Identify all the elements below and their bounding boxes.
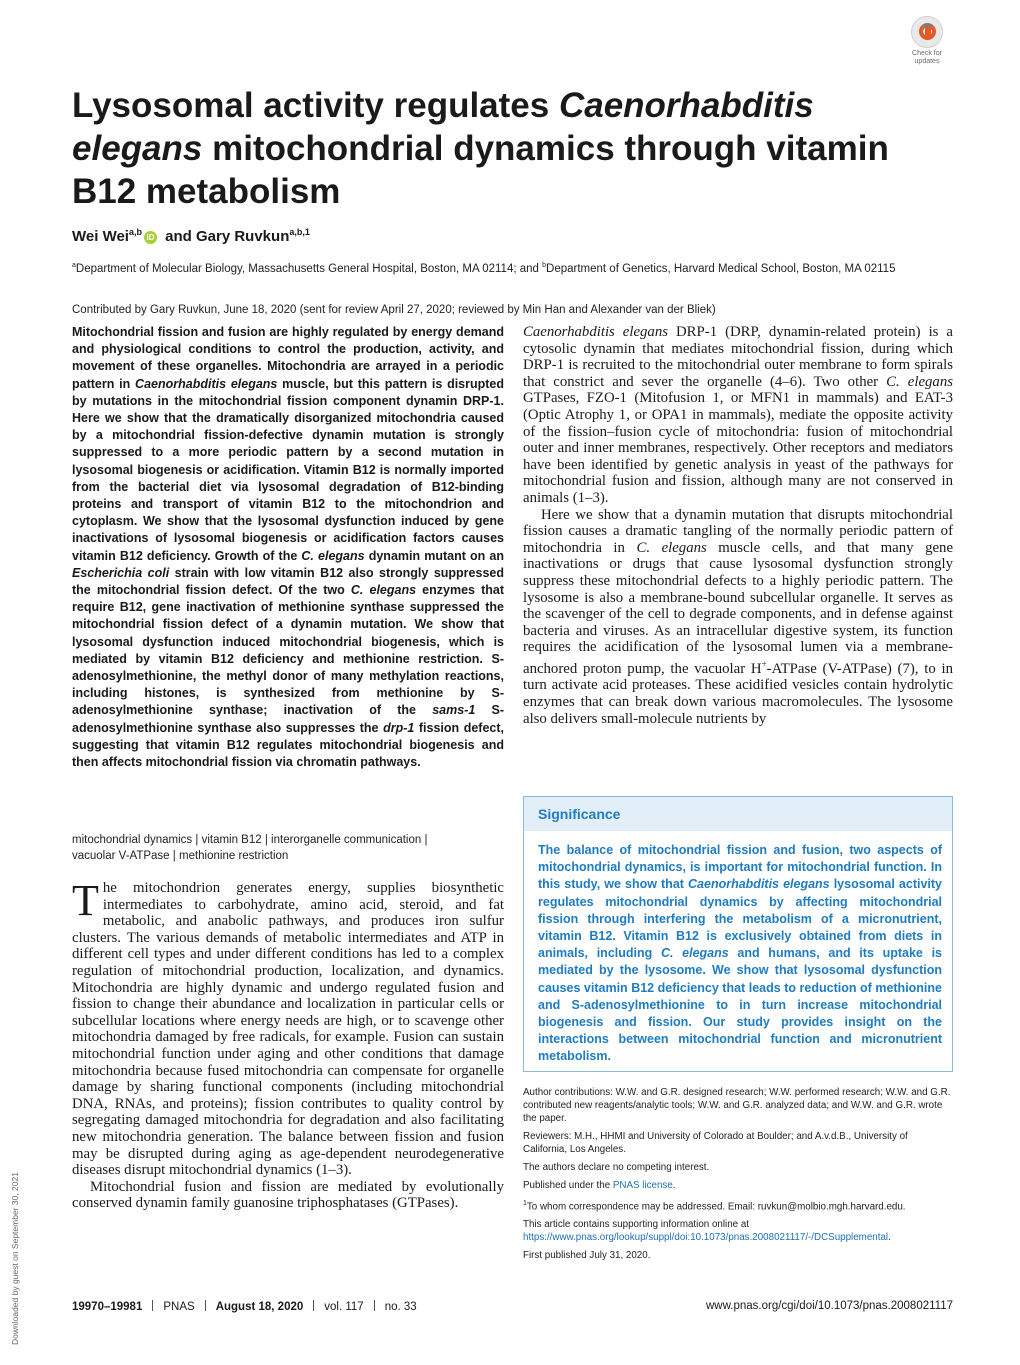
keywords: mitochondrial dynamics | vitamin B12 | interorganelle communication | vacuolar V-ATPase | methionine restriction bbox=[72, 834, 428, 862]
footer-separator bbox=[205, 1300, 206, 1311]
body-text-left bbox=[72, 876, 504, 1212]
abstract-italic: C. elegans bbox=[301, 548, 365, 563]
body-italic: C. elegans bbox=[886, 373, 953, 390]
correspondence-text: To whom correspondence may be addressed. Email: ruvkun@molbio.mgh.harvard.edu. bbox=[526, 1201, 906, 1213]
footer-separator bbox=[152, 1300, 153, 1311]
significance-sentence: The balance of mitochondrial fission and fusion, two aspects of mitochondrial dynamics, is important for mitochondrial function. In this study, we show that bbox=[538, 843, 942, 892]
affiliations bbox=[72, 258, 952, 277]
download-side-note: Downloaded by guest on September 30, 2021 bbox=[10, 1172, 20, 1345]
title-part-1: Lysosomal activity regulates bbox=[72, 86, 559, 125]
check-for-updates-icon bbox=[911, 16, 943, 48]
author-contributions: Author contributions: W.W. and G.R. designed research; W.W. performed research; W.W. and G.R. contributed new reagents/analytic tools; W.W. and G.R. analyzed data; and W.W. and G.R. wrote the paper. bbox=[523, 1087, 951, 1124]
supplement-link[interactable]: https://www.pnas.org/lookup/suppl/doi:10.1073/pnas.2008021117/-/DCSupplemental bbox=[523, 1232, 889, 1244]
author-list bbox=[72, 223, 310, 246]
author-affiliation-marker: a,b bbox=[128, 227, 142, 237]
license-suffix: . bbox=[672, 1180, 676, 1191]
body-paragraph bbox=[523, 324, 953, 507]
keyword[interactable]: vitamin B12 bbox=[201, 834, 262, 846]
footer-issue: no. 33 bbox=[384, 1301, 417, 1313]
body-paragraph bbox=[72, 876, 504, 1179]
article-notes bbox=[523, 1086, 953, 1267]
body-italic: Caenorhabditis elegans bbox=[523, 324, 668, 340]
license-link[interactable]: PNAS license bbox=[612, 1180, 673, 1191]
supplement-suffix: . bbox=[888, 1232, 891, 1244]
body-paragraph-text: -ATPase (V-ATPase) (7), to in turn activate acid proteases. These acidified vesicles contain hydrolytic enzymes that can break down various macromolecules. The lysosome also delivers small-molecule nutrients by bbox=[523, 660, 953, 727]
body-paragraph-text: GTPases, FZO-1 (Mitofusion 1, or MFN1 in mammals) and EAT-3 (Optic Atrophy 1, or OPA1 in mammals), mediate the opposite activity of the fission–fusion cycle of mitochondria: fusion of mitochondrial outer and inner membranes, respectively. Other receptors and mediators have been identified by genetic analysis in yeast of the pathways for mitochondrial fusion and fission, although many are not conserved in animals (1–3). bbox=[523, 390, 953, 506]
abstract-text: dynamin mutant on an bbox=[364, 548, 505, 563]
abstract-italic: Caenorhabditis elegans bbox=[135, 376, 278, 391]
keyword[interactable]: interorganelle communication bbox=[271, 834, 422, 846]
abstract-text: S-adenosylmethionine synthase also suppresses the bbox=[72, 703, 504, 735]
drop-cap: T bbox=[72, 876, 99, 925]
significance-sentence: and humans, and its uptake is mediated by the lysosome. We show that lysosomal dysfunction causes vitamin B12 deficiency that leads to reduction of methionine and S-adenosylmethionine to in turn increase mitochondrial biogenesis and fission. Our study provides insight on the interactions between mitochondrial function and micronutrient metabolism. bbox=[538, 946, 942, 1064]
title-species: Caenorhabditis elegans bbox=[72, 86, 814, 168]
body-text-right bbox=[523, 324, 953, 727]
body-italic: C. elegans bbox=[636, 539, 707, 556]
significance-text bbox=[524, 831, 952, 1066]
footer-doi-url[interactable]: www.pnas.org/cgi/doi/10.1073/pnas.2008021117 bbox=[705, 1300, 953, 1312]
correspondence-note bbox=[523, 1197, 953, 1213]
abstract-text: strain with low vitamin B12 also strongly suppressed the mitochondrial fission defect. Of the two bbox=[72, 565, 504, 598]
license-note bbox=[523, 1179, 953, 1192]
abstract-italic: sams-1 bbox=[432, 703, 476, 718]
check-for-updates-badge[interactable] bbox=[902, 16, 952, 68]
title-part-2: mitochondrial dynamics through vitamin B12 metabolism bbox=[72, 129, 889, 211]
supplement-note bbox=[523, 1218, 953, 1244]
reviewers-note: Reviewers: M.H., HHMI and University of Colorado at Boulder; and A.v.d.B., University of California, Los Angeles. bbox=[523, 1131, 908, 1155]
keyword[interactable]: methionine restriction bbox=[178, 850, 289, 862]
competing-interest-note: The authors declare no competing interest. bbox=[523, 1162, 710, 1173]
abstract-italic: drp-1 bbox=[383, 720, 415, 735]
supplement-prefix: This article contains supporting information online at bbox=[523, 1219, 749, 1231]
license-prefix: Published under the bbox=[523, 1180, 613, 1191]
footer-citation bbox=[72, 1300, 417, 1313]
footer-volume: vol. 117 bbox=[324, 1301, 364, 1313]
significance-sentence: lysosomal activity regulates mitochondrial dynamics by affecting mitochondrial fission through interfering the metabolism of a micronutrient, vitamin B12. Vitamin B12 is exclusively obtained from diets in animals, including bbox=[538, 877, 942, 961]
significance-heading: Significance bbox=[524, 797, 952, 831]
abstract-text: enzymes that require B12, gene inactivation of methionine synthase suppressed the mitochondrial fission defect of a dynamin mutation. We show that lysosomal dysfunction induced mitochondrial biogenesis, which is mediated by vitamin B12 deficiency and methionine restriction. S-adenosylmethionine, the methyl donor of many methylation reactions, including histones, is synthesized from methionine by S-adenosylmethionine synthase; inactivation of the bbox=[72, 583, 505, 718]
significance-italic: C. elegans bbox=[660, 946, 729, 961]
affiliation-b: Department of Genetics, Harvard Medical School, Boston, MA 02115 bbox=[546, 262, 896, 275]
orcid-icon[interactable]: iD bbox=[144, 231, 157, 244]
published-date: First published July 31, 2020. bbox=[523, 1250, 651, 1262]
footer-separator bbox=[374, 1300, 375, 1311]
footer-separator bbox=[313, 1300, 314, 1311]
article-title bbox=[72, 84, 952, 213]
affiliation-marker-a: a bbox=[72, 262, 76, 269]
abstract-text: fission defect, suggesting that vitamin B12 regulates mitochondrial biogenesis and then affects mitochondrial fission via chromatin pathways. bbox=[72, 720, 504, 770]
footer-date: August 18, 2020 bbox=[215, 1301, 304, 1313]
author-affiliation-marker-2: a,b,1 bbox=[289, 227, 310, 237]
body-paragraph-text: Here we show that a dynamin mutation that disrupts mitochondrial fission causes a dramatic tangling of the normally periodic pattern of mitochondria in bbox=[523, 506, 953, 556]
body-paragraph-text: DRP-1 (DRP, dynamin-related protein) is a cytosolic dynamin that mediates mitochondrial fission, during which DRP-1 is recruited to the mitochondrial outer membrane to form spirals that constrict and sever the organelle (4–6). Two other bbox=[523, 324, 953, 390]
abstract-italic: C. elegans bbox=[350, 583, 417, 598]
abstract-text: Mitochondrial fission and fusion are highly regulated by energy demand and physiological conditions to control the production, activity, and movement of these organelles. Mitochondria are arrayed in a periodic pattern in bbox=[72, 325, 504, 391]
keyword[interactable]: vacuolar V-ATPase bbox=[72, 850, 170, 862]
body-paragraph bbox=[523, 507, 953, 728]
contributed-line: Contributed by Gary Ruvkun, June 18, 2020 (sent for review April 27, 2020; reviewed by Min Han and Alexander van der Bliek) bbox=[72, 304, 716, 316]
footer-pages: 19970–19981 bbox=[72, 1301, 143, 1313]
author-name[interactable]: Wei Wei bbox=[72, 228, 129, 245]
significance-box bbox=[523, 796, 953, 1072]
significance-italic: Caenorhabditis elegans bbox=[688, 877, 830, 892]
abstract-italic: Escherichia coli bbox=[72, 565, 170, 580]
footer-journal: PNAS bbox=[163, 1301, 195, 1313]
correspondence-marker: 1 bbox=[523, 1200, 527, 1207]
abstract bbox=[72, 324, 504, 771]
abstract-text: muscle, but this pattern is disrupted by mutations in the mitochondrial fission component dynamin DRP-1. Here we show that the dramatically disorganized mitochondria caused by a mitochondrial fission-defective dynamin mutation is strongly suppressed to a more periodic pattern by a second mutation in lysosomal biogenesis or acidification. Vitamin B12 is normally imported from the bacterial diet via lysosomal degradation of B12-binding proteins and transport of vitamin B12 to the mitochondrion and cytoplasm. We show that the lysosomal dysfunction induced by gene inactivations of lysosomal biogenesis or acidification factors causes vitamin B12 deficiency. Growth of the bbox=[72, 376, 505, 563]
affiliation-a: Department of Molecular Biology, Massachusetts General Hospital, Boston, MA 02114; and bbox=[75, 262, 543, 275]
body-paragraph-text: muscle cells, and that many gene inactivations or drugs that cause lysosomal dysfunction strongly suppress these mitochondrial defects to a highly periodic pattern. The lysosome is also a membrane-bound subcellular organelle. It serves as the scavenger of the cell to degrade components, and in defense against bacteria and viruses. As an intracellular digestive system, its function requires the acidification of the lysosomal lumen via a membrane-anchored proton pump, the vacuolar H bbox=[523, 539, 954, 677]
body-paragraph: Mitochondrial fusion and fission are mediated by evolutionally conserved dynamin family guanosine triphosphatases (GTPases). bbox=[72, 1178, 504, 1212]
superscript-plus: + bbox=[761, 658, 767, 669]
affiliation-marker-b: b bbox=[542, 262, 547, 269]
author-name-2[interactable]: and Gary Ruvkun bbox=[165, 228, 290, 245]
keyword[interactable]: mitochondrial dynamics bbox=[72, 834, 193, 846]
badge-label-1: Check for bbox=[912, 50, 942, 57]
badge-label-2: updates bbox=[914, 58, 940, 65]
body-paragraph-text: he mitochondrion generates energy, supplies biosynthetic intermediates to carbohydrate, amino acid, steroid, and fat metabolic, and anabolic pathways, and produces iron sulfur clusters. The various demands of metabolic intermediates and ATP in different cell types and under different conditions has led to a complex regulation of mitochondrial production, localization, and dynamics. Mitochondria are highly dynamic and undergo regulated fusion and fission to change their abundance and localization in particular cells or subcellular locations where energy needs are high, or to scavenge other mitochondria damaged by free radicals, for example. Fusion can sustain mitochondrial function under aging and other conditions that damage mitochondria because fused mitochondria can compensate for organelle damage by sharing functional components (including mitochondrial DNA, RNAs, and proteins); fission contributes to quality control by segregating damaged mitochondria for degradation and also facilitating new mitochondria generation. The balance between fission and fusion may be disrupted during aging as age-dependent neurodegenerative diseases disrupt mitochondrial dynamics (1–3). bbox=[72, 880, 504, 1179]
